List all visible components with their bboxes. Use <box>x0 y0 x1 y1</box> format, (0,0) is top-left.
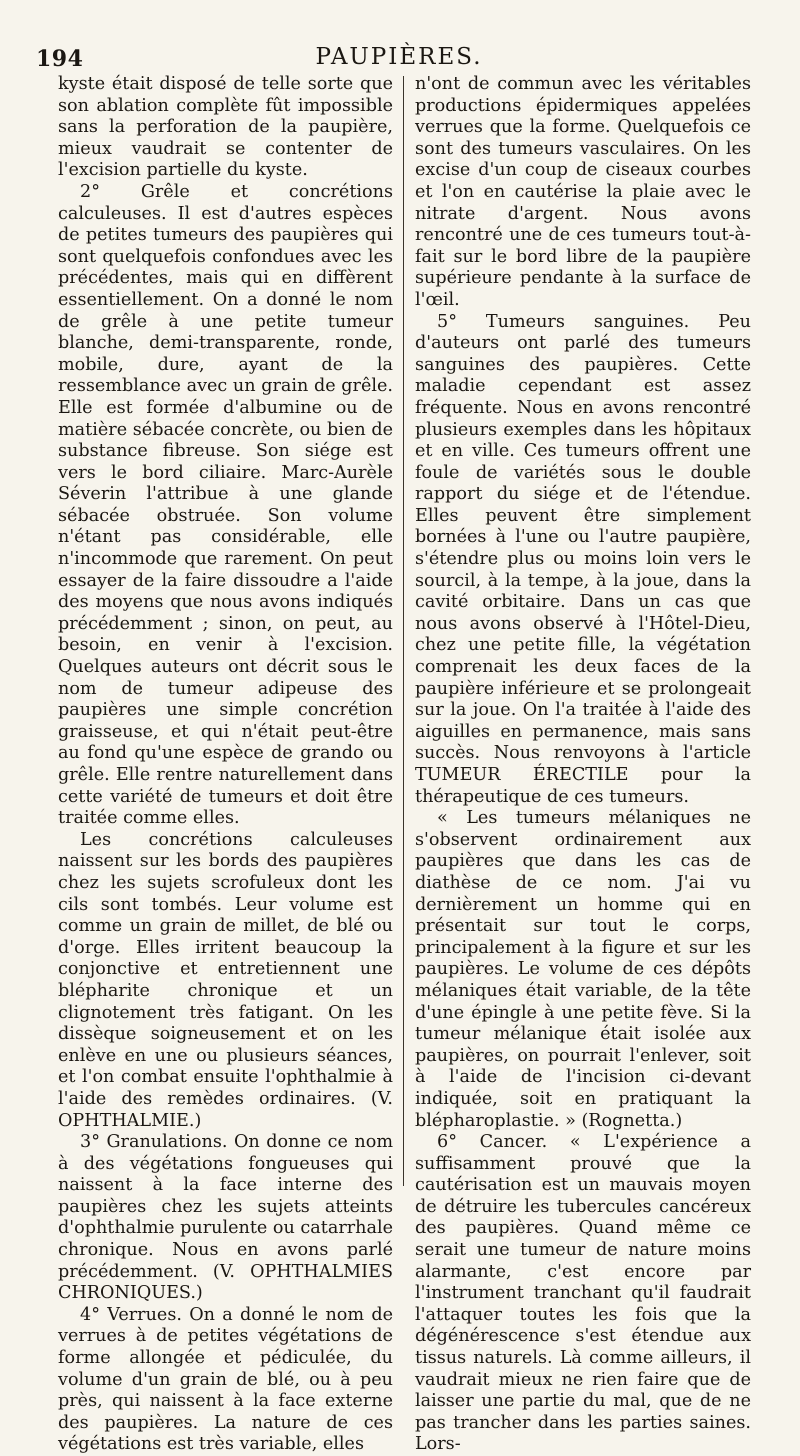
right-column <box>415 74 751 1456</box>
page-header <box>36 44 762 74</box>
page-number: 194 <box>36 46 84 72</box>
paragraph-kyste-end: kyste était disposé de telle sorte que son ablation complète fût impossible sans la perforation de la paupière, mieux vaudrait se contenter de l'excision partielle du kyste. <box>58 74 393 181</box>
paragraph-verrues: 4° Verrues. On a donné le nom de verrues à de petites végétations de forme allongée et pédiculée, du volume d'un grain de blé, ou à peu près, qui naissent à la face externe des paupières. La nature de ces végétations est très variable, elles <box>58 1304 393 1455</box>
paragraph-tumeurs-melaniques: « Les tumeurs mélaniques ne s'observent ordinairement aux paupières que dans les cas de diathèse de ce nom. J'ai vu dernièrement un homme qui en présentait sur tout le corps, principalement à la figure et sur les paupières. Le volume de ces dépôts mélaniques était variable, de la tête d'une épingle à une petite fève. Si la tumeur mélanique était isolée aux paupières, on pourrait l'enlever, soit à l'aide de l'incision ci-devant indiquée, soit en pratiquant la blépharoplastie. » (Rognetta.) <box>415 808 751 1131</box>
paragraph-concretions: Les concrétions calculeuses naissent sur les bords des paupières chez les sujets scrofuleux dont les cils sont tombés. Leur volume est comme un grain de millet, de blé ou d'orge. Elles irritent beaucoup la conjonctive et entretiennent une blépharite chronique et un clignotement très fatigant. On les dissèque soigneusement et on les enlève en une ou plusieurs séances, et l'on combat ensuite l'ophthalmie à l'aide des remèdes ordinaires. (V. OPHTHALMIE.) <box>58 829 393 1131</box>
running-title: PAUPIÈRES. <box>315 44 483 70</box>
column-divider <box>403 76 404 1186</box>
left-column <box>58 74 393 1456</box>
paragraph-cancer: 6° Cancer. « L'expérience a suffisamment prouvé que la cautérisation est un mauvais moyen de détruire les tubercules cancéreux des paupières. Quand même ce serait une tumeur de nature moins alarmante, c'est encore par l'instrument tranchant qu'il faudrait l'attaquer toutes les fois que la dégénérescence s'est étendue aux tissus naturels. Là comme ailleurs, il vaudrait mieux ne rien faire que de laisser une partie du mal, que de ne pas trancher dans les parties saines. Lors- <box>415 1132 751 1455</box>
paragraph-grele: 2° Grêle et concrétions calculeuses. Il est d'autres espèces de petites tumeurs des paupières qui sont quelquefois confondues avec les précédentes, mais qui en diffèrent essentiellement. On a donné le nom de grêle à une petite tumeur blanche, demi-transparente, ronde, mobile, dure, ayant de la ressemblance avec un grain de grêle. Elle est formée d'albumine ou de matière sébacée concrète, ou bien de substance fibreuse. Son siége est vers le bord ciliaire. Marc-Aurèle Séverin l'attribue à une glande sébacée obstruée. Son volume n'étant pas considérable, elle n'incommode que rarement. On peut essayer de la faire dissoudre a l'aide des moyens que nous avons indiqués précédemment ; sinon, on peut, au besoin, en venir à l'excision. Quelques auteurs ont décrit sous le nom de tumeur adipeuse des paupières une simple concrétion graisseuse, et qui n'était peut-être au fond qu'une espèce de grando ou grêle. Elle rentre naturellement dans cette variété de tumeurs et doit être traitée comme elles. <box>58 181 393 829</box>
paragraph-verrues-continued: n'ont de commun avec les véritables productions épidermiques appelées verrues que la forme. Quelquefois ce sont des tumeurs vasculaires. On les excise d'un coup de ciseaux courbes et l'on en cautérise la plaie avec le nitrate d'argent. Nous avons rencontré une de ces tumeurs tout-à-fait sur le bord libre de la paupière supérieure pendante à la surface de l'œil. <box>415 74 751 310</box>
paragraph-tumeurs-sanguines: 5° Tumeurs sanguines. Peu d'auteurs ont parlé des tumeurs sanguines des paupières. Cette maladie cependant est assez fréquente. Nous en avons rencontré plusieurs exemples dans les hôpitaux et en ville. Ces tumeurs offrent une foule de variétés sous le double rapport du siége et de l'étendue. Elles peuvent être simplement bornées à l'une ou l'autre paupière, s'étendre plus ou moins loin vers le sourcil, à la tempe, à la joue, dans la cavité orbitaire. Dans un cas que nous avons observé à l'Hôtel-Dieu, chez une petite fille, la végétation comprenait les deux faces de la paupière inférieure et se prolongeait sur la joue. On l'a traitée à l'aide des aiguilles en permanence, mais sans succès. Nous renvoyons à l'article TUMEUR ÉRECTILE pour la thérapeutique de ces tumeurs. <box>415 311 751 807</box>
paragraph-granulations: 3° Granulations. On donne ce nom à des végétations fongueuses qui naissent à la face interne des paupières chez les sujets atteints d'ophthalmie purulente ou catarrhale chronique. Nous en avons parlé précédemment. (V. OPHTHALMIES CHRONIQUES.) <box>58 1132 393 1304</box>
